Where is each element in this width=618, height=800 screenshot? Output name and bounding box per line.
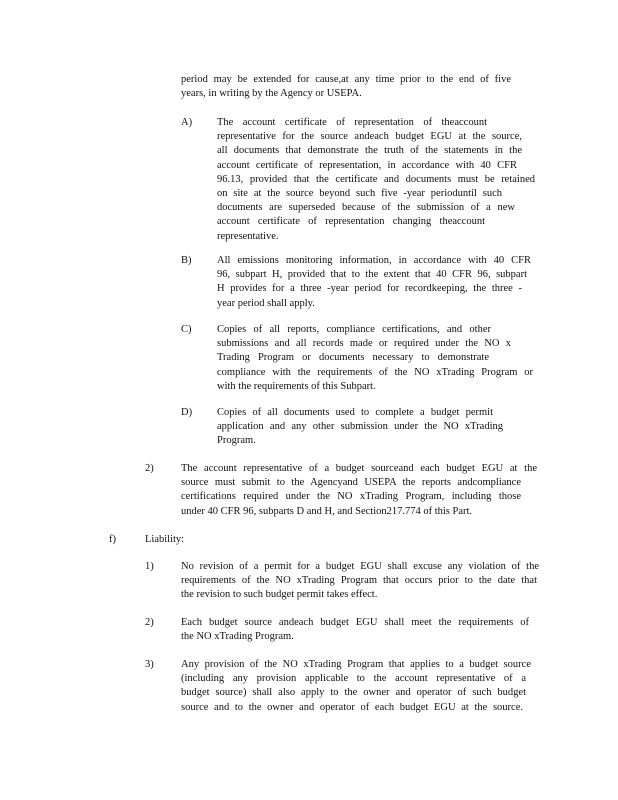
text-line: period may be extended for cause,at any time prior to the end of five	[181, 74, 511, 85]
text-line: under 40 CFR 96, subparts D and H, and Section217.774 of this Part.	[181, 505, 473, 517]
text-line: Any provision of the NO xTrading Program that applies to a budget source	[181, 659, 531, 670]
item-label-c: C)	[181, 324, 192, 335]
text-line: all documents that demonstrate the truth of the statements in the	[217, 145, 522, 157]
text-line: All emissions monitoring information, in accordance with 40 CFR	[217, 255, 531, 266]
section-title-liability: Liability:	[145, 534, 185, 545]
text-line: documents are superseded because of the submission of a new	[217, 202, 515, 214]
section-label-f: f)	[109, 534, 116, 545]
text-line: requirements of the NO xTrading Program that occurs prior to the date that	[181, 575, 537, 587]
text-line: source must submit to the Agencyand USEPA the reports andcompliance	[181, 477, 521, 489]
text-line: No revision of a permit for a budget EGU shall excuse any violation of the	[181, 561, 539, 572]
paragraph-liability-1	[181, 560, 539, 603]
text-line: 96, subpart H, provided that to the extent that 40 CFR 96, subpart	[217, 269, 527, 281]
intro-paragraph	[181, 73, 511, 101]
item-label-1: 1)	[145, 561, 154, 572]
item-label-2: 2)	[145, 463, 154, 474]
text-line: H provides for a three -year period for recordkeeping, the three -	[217, 283, 522, 295]
text-line: Copies of all documents used to complete a budget permit	[217, 407, 493, 418]
item-label-d: D)	[181, 407, 193, 418]
paragraph-d	[217, 406, 503, 449]
text-line: (including any provision applicable to the account representative of a	[181, 673, 526, 685]
text-line: submissions and all records made or required under the NO x	[217, 338, 511, 350]
text-line: Program.	[217, 435, 256, 447]
text-line: account certificate of representation changing theaccount	[217, 216, 485, 228]
paragraph-liability-3	[181, 658, 531, 715]
text-line: year period shall apply.	[217, 297, 315, 309]
text-line: representative.	[217, 230, 279, 242]
paragraph-item-2	[181, 462, 537, 519]
text-line: The account certificate of representation of theaccount	[217, 117, 487, 128]
text-line: account certificate of representation, in accordance with 40 CFR	[217, 159, 517, 171]
item-label-3: 3)	[145, 659, 154, 670]
text-line: application and any other submission under the NO xTrading	[217, 421, 503, 433]
text-line: years, in writing by the Agency or USEPA.	[181, 88, 362, 100]
text-line: source and to the owner and operator of each budget EGU at the source.	[181, 701, 523, 713]
text-line: with the requirements of this Subpart.	[217, 380, 376, 392]
text-line: on site at the source beyond such five -year perioduntil such	[217, 187, 502, 199]
text-line: budget source) shall also apply to the owner and operator of such budget	[181, 687, 526, 699]
item-label-2: 2)	[145, 617, 154, 628]
item-label-b: B)	[181, 255, 192, 266]
text-line: Copies of all reports, compliance certifications, and other	[217, 324, 491, 335]
text-line: 96.13, provided that the certificate and documents must be retained	[217, 173, 535, 185]
text-line: compliance with the requirements of the NO xTrading Program or	[217, 366, 533, 378]
text-line: Trading Program or documents necessary to demonstrate	[217, 352, 489, 364]
paragraph-b	[217, 254, 531, 311]
text-line: representative for the source andeach budget EGU at the source,	[217, 131, 522, 143]
paragraph-c	[217, 323, 533, 394]
text-line: Each budget source andeach budget EGU shall meet the requirements of	[181, 617, 529, 628]
paragraph-liability-2	[181, 616, 529, 644]
text-line: certifications required under the NO xTrading Program, including those	[181, 491, 521, 503]
text-line: the NO xTrading Program.	[181, 631, 294, 643]
text-line: the revision to such budget permit takes effect.	[181, 589, 378, 601]
text-line: The account representative of a budget sourceand each budget EGU at the	[181, 463, 537, 474]
paragraph-a	[217, 116, 535, 244]
item-label-a: A)	[181, 117, 193, 128]
